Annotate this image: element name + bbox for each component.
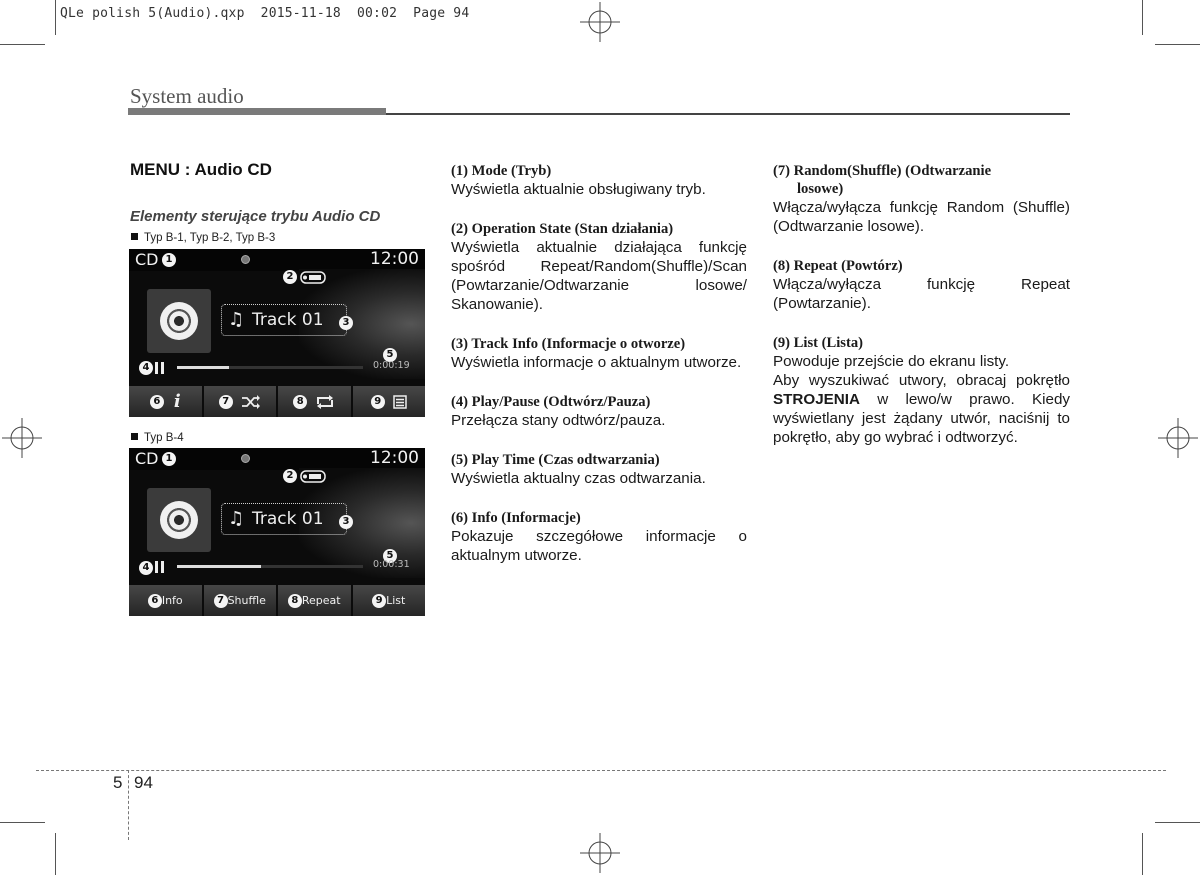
item-mode (451, 162, 747, 199)
track-info-box (221, 503, 347, 535)
repeat-state-icon (300, 271, 326, 284)
shuffle-button[interactable] (204, 585, 277, 616)
callout-7: 7 (219, 395, 233, 409)
pause-icon[interactable] (155, 561, 165, 573)
shuffle-button[interactable] (204, 386, 277, 417)
item-text: Powoduje przejście do ekranu listy. (773, 353, 1010, 370)
progress-bar (177, 565, 363, 568)
item-title: (9) List (Lista) (773, 335, 863, 351)
callout-1: 1 (162, 253, 176, 267)
indicator-dot-icon (241, 454, 250, 463)
list-button[interactable] (353, 386, 426, 417)
cd-disc-icon (160, 302, 198, 340)
tune-knob-label: STROJENIA (773, 391, 860, 408)
item-title: (6) Info (Informacje) (451, 510, 581, 526)
callout-3: 3 (339, 515, 353, 529)
callout-5: 5 (383, 348, 397, 362)
crop-mark (0, 44, 45, 45)
item-random (773, 162, 1070, 236)
variant-label (131, 232, 275, 244)
info-icon: i (173, 391, 181, 412)
callout-3: 3 (339, 316, 353, 330)
callout-2: 2 (283, 469, 297, 483)
item-title (773, 162, 1070, 198)
album-art (147, 488, 211, 552)
item-info (451, 509, 747, 565)
item-text: Wyświetla aktualnie obsługiwany tryb. (451, 181, 706, 198)
item-text: Wyświetla aktualnie działająca funkcję spośród Repeat/Random(Shuffle)/Scan (Powtarzanie/Odtwarzanie losowe/ Skanowanie). (451, 239, 747, 313)
footer-rule (36, 770, 1166, 771)
item-title: (4) Play/Pause (Odtwórz/Pauza) (451, 394, 651, 410)
track-name: Track 01 (252, 509, 324, 529)
variant-label-text: Typ B-1, Typ B-2, Typ B-3 (144, 232, 276, 244)
progress-fill (177, 366, 229, 369)
music-note-icon: ♫ (228, 309, 245, 330)
crop-mark (1155, 822, 1200, 823)
middle-column (451, 162, 747, 586)
callout-1: 1 (162, 452, 176, 466)
info-button[interactable] (129, 585, 202, 616)
music-note-icon: ♫ (228, 508, 245, 529)
clock: 12:00 (370, 249, 419, 269)
registration-mark-icon (1158, 418, 1198, 458)
track-name: Track 01 (252, 310, 324, 330)
repeat-button-label: Repeat (301, 594, 341, 607)
item-operation-state (451, 220, 747, 314)
callout-5: 5 (383, 549, 397, 563)
footer-divider (128, 770, 129, 840)
item-title: (8) Repeat (Powtórz) (773, 258, 903, 274)
item-track-info (451, 335, 747, 372)
album-art (147, 289, 211, 353)
crop-mark (55, 833, 56, 875)
progress-fill (177, 565, 261, 568)
registration-mark-icon (580, 2, 620, 42)
track-info-box (221, 304, 347, 336)
list-button-label: List (386, 594, 406, 607)
item-text: Włącza/wyłącza funkcję Repeat (Powtarzanie). (773, 276, 1070, 312)
item-text-part: Aby wyszukiwać utwory, obracaj pokrętło (773, 372, 1070, 389)
item-play-pause (451, 393, 747, 430)
item-play-time (451, 451, 747, 488)
repeat-button[interactable] (278, 585, 351, 616)
callout-7: 7 (214, 594, 228, 608)
header-rule (128, 108, 386, 115)
bullet-square-icon (131, 433, 138, 440)
progress-bar (177, 366, 363, 369)
callout-8: 8 (293, 395, 307, 409)
item-title: (2) Operation State (Stan działania) (451, 221, 674, 237)
list-button[interactable] (353, 585, 426, 616)
repeat-button[interactable] (278, 386, 351, 417)
callout-8: 8 (288, 594, 302, 608)
controls-subtitle: Elementy sterujące trybu Audio CD (130, 208, 381, 225)
item-text: Włącza/wyłącza funkcję Random (Shuffle) (Odtwarzanie losowe). (773, 199, 1070, 235)
button-row (129, 585, 425, 616)
item-text: Wyświetla informacje o aktualnym utworze. (451, 354, 742, 371)
play-time: 0:00:31 (373, 559, 410, 570)
callout-4: 4 (139, 361, 153, 375)
item-title: (3) Track Info (Informacje o otworze) (451, 336, 686, 352)
crop-mark (1142, 833, 1143, 875)
item-title: (5) Play Time (Czas odtwarzania) (451, 452, 660, 468)
clock: 12:00 (370, 448, 419, 468)
callout-9: 9 (371, 395, 385, 409)
item-title-line: (7) Random(Shuffle) (Odtwarzanie (773, 163, 992, 179)
repeat-state-icon (300, 470, 326, 483)
repeat-icon (315, 395, 335, 409)
item-text: Pokazuje szczegółowe informacje o aktualnym utworze. (451, 528, 747, 564)
callout-6: 6 (150, 395, 164, 409)
info-button-label: Info (161, 594, 183, 607)
crop-mark (1142, 0, 1143, 35)
right-column (773, 162, 1070, 468)
button-row (129, 386, 425, 417)
list-icon (393, 395, 407, 409)
bullet-square-icon (131, 233, 138, 240)
play-time: 0:00:19 (373, 360, 410, 371)
menu-title: MENU : Audio CD (130, 160, 272, 179)
callout-9: 9 (372, 594, 386, 608)
mode-label: CD (135, 449, 159, 468)
shuffle-button-label: Shuffle (227, 594, 266, 607)
item-list (773, 334, 1070, 447)
audio-cd-screen (129, 249, 425, 417)
audio-cd-screen (129, 448, 425, 616)
mode-label: CD (135, 250, 159, 269)
variant-label-text: Typ B-4 (144, 432, 184, 444)
pause-icon[interactable] (155, 362, 165, 374)
registration-mark-icon (580, 833, 620, 873)
item-text-part: w lewo/w prawo. Kiedy wyświetlany jest żądany utwór, naciśnij to pokrętło, aby go wybrać i odtworzyć. (773, 391, 1070, 446)
shuffle-icon (241, 395, 261, 409)
cd-disc-icon (160, 501, 198, 539)
info-button[interactable] (129, 386, 202, 417)
crop-mark (0, 822, 45, 823)
item-title-line: losowe) (797, 181, 844, 197)
file-header: QLe polish 5(Audio).qxp 2015-11-18 00:02 Page 94 (60, 6, 470, 21)
callout-4: 4 (139, 561, 153, 575)
callout-2: 2 (283, 270, 297, 284)
chapter-number: 5 (113, 773, 123, 792)
crop-mark (55, 0, 56, 35)
item-text: Wyświetla aktualny czas odtwarzania. (451, 470, 706, 487)
callout-6: 6 (148, 594, 162, 608)
item-text (773, 371, 1070, 447)
variant-label (131, 432, 184, 444)
page-number: 94 (134, 773, 153, 792)
item-repeat (773, 257, 1070, 313)
item-title: (1) Mode (Tryb) (451, 163, 552, 179)
registration-mark-icon (2, 418, 42, 458)
item-text: Przełącza stany odtwórz/pauza. (451, 412, 666, 429)
header-rule (386, 113, 1070, 115)
indicator-dot-icon (241, 255, 250, 264)
section-title: System audio (130, 84, 244, 108)
crop-mark (1155, 44, 1200, 45)
